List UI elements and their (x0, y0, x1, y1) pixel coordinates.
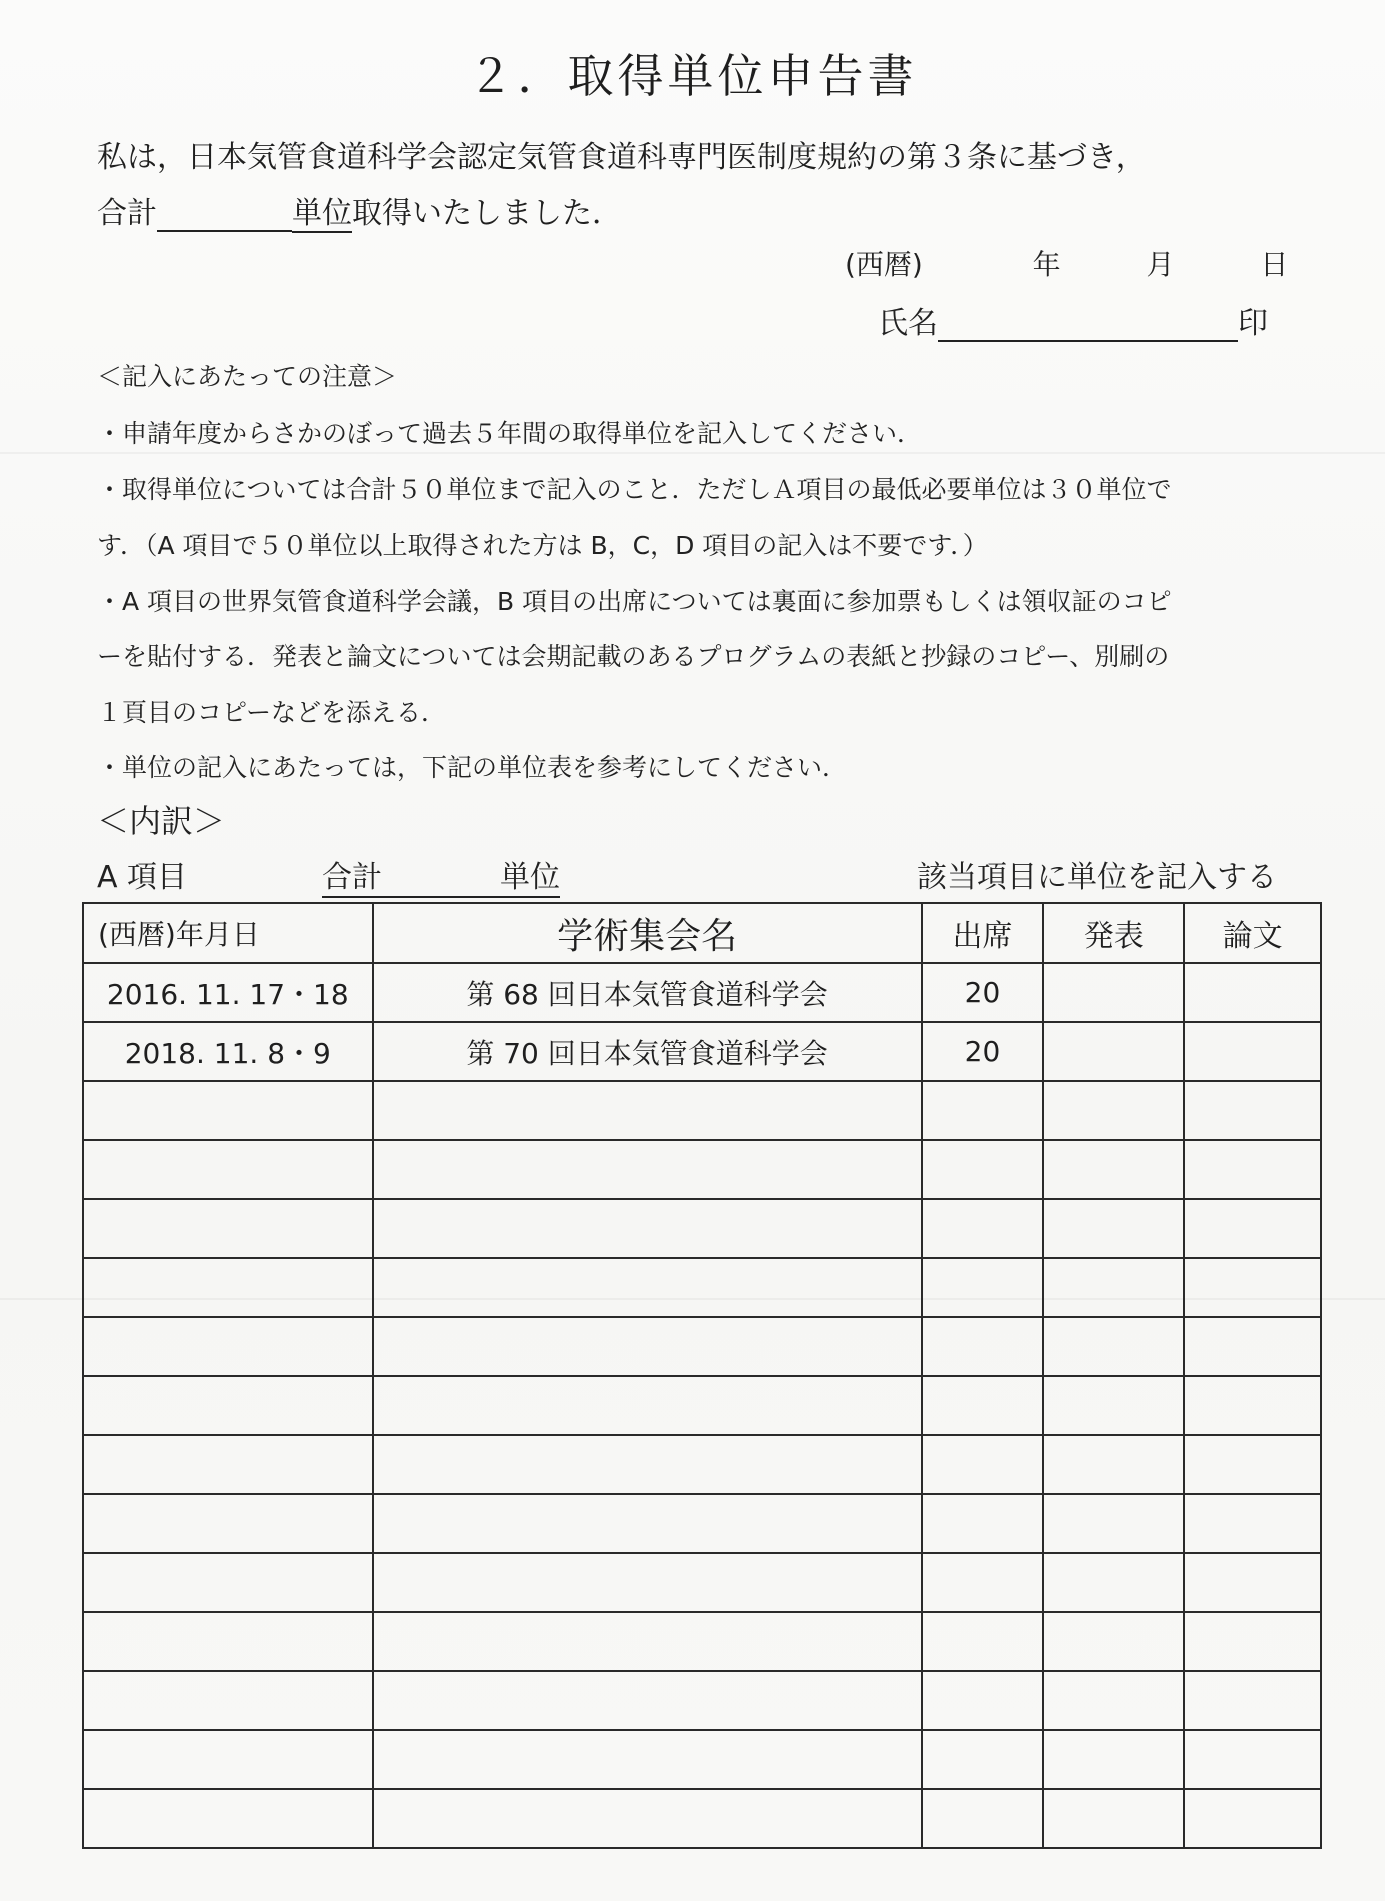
paper-cell[interactable] (1184, 1022, 1321, 1081)
total-units-field[interactable] (157, 199, 292, 233)
table-row (83, 1671, 1321, 1730)
presentation-cell[interactable] (1043, 963, 1184, 1022)
paper-cell[interactable] (1184, 1612, 1321, 1671)
paper-cell[interactable] (1184, 1494, 1321, 1553)
attendance-cell[interactable] (922, 1258, 1044, 1317)
total-label: 合計 (97, 196, 157, 231)
notes-heading: ＜記入にあたっての注意＞ (97, 362, 398, 391)
table-row (83, 1435, 1321, 1494)
presentation-cell[interactable] (1043, 1376, 1184, 1435)
date-row (845, 243, 1288, 283)
table-row (83, 1553, 1321, 1612)
meeting-name-column-header: 学術集会名 (373, 903, 922, 963)
note-line: １頁目のコピーなどを添える． (97, 698, 447, 727)
attendance-cell[interactable] (922, 1671, 1044, 1730)
attendance-cell[interactable] (922, 1730, 1044, 1789)
acquired-text: 取得いたしました． (352, 196, 622, 231)
date-cell[interactable] (83, 1494, 373, 1553)
presentation-cell[interactable] (1043, 1022, 1184, 1081)
attendance-cell[interactable] (922, 1376, 1044, 1435)
date-cell[interactable] (83, 1376, 373, 1435)
presentation-column-header: 発表 (1043, 903, 1184, 963)
year-label: 年 (1032, 248, 1061, 281)
table-row (83, 1258, 1321, 1317)
note-line: ・A 項目の世界気管食道科学会議，B 項目の出席については裏面に参加票もしくは領収証のコピ (97, 587, 1172, 616)
presentation-cell[interactable] (1043, 1199, 1184, 1258)
seal-label: 印 (1238, 306, 1268, 341)
attendance-cell[interactable] (922, 1317, 1044, 1376)
credits-table (82, 902, 1322, 1849)
table-row (83, 1140, 1321, 1199)
date-cell[interactable] (83, 1317, 373, 1376)
table-row (83, 1376, 1321, 1435)
a-item-total[interactable] (322, 852, 560, 898)
meeting-name-cell[interactable] (373, 1671, 922, 1730)
a-unit-label: 単位 (500, 860, 560, 895)
date-cell[interactable] (83, 1140, 373, 1199)
paper-cell[interactable] (1184, 1258, 1321, 1317)
era-label: (西暦) (845, 248, 923, 281)
paper-cell[interactable] (1184, 1376, 1321, 1435)
table-row (83, 1199, 1321, 1258)
meeting-name-cell[interactable] (373, 1553, 922, 1612)
date-cell[interactable]: 2016. 11. 17・18 (83, 963, 373, 1022)
name-label: 氏名 (878, 306, 938, 341)
paper-cell[interactable] (1184, 1671, 1321, 1730)
attendance-column-header: 出席 (922, 903, 1044, 963)
note-line: す．（A 項目で５０単位以上取得された方は B，C，D 項目の記入は不要です．） (97, 531, 988, 560)
name-field[interactable] (938, 309, 1238, 343)
meeting-name-cell[interactable] (373, 1435, 922, 1494)
meeting-name-cell[interactable] (373, 1140, 922, 1199)
presentation-cell[interactable] (1043, 1317, 1184, 1376)
table-row (83, 1789, 1321, 1848)
meeting-name-cell[interactable] (373, 1612, 922, 1671)
month-label: 月 (1146, 248, 1175, 281)
table-row (83, 963, 1321, 1022)
intro-line-2 (97, 188, 622, 232)
attendance-cell[interactable] (922, 1612, 1044, 1671)
presentation-cell[interactable] (1043, 1612, 1184, 1671)
attendance-cell[interactable]: 20 (922, 963, 1044, 1022)
date-cell[interactable] (83, 1081, 373, 1140)
paper-cell[interactable] (1184, 1317, 1321, 1376)
unit-label: 単位 (292, 196, 352, 231)
presentation-cell[interactable] (1043, 1081, 1184, 1140)
table-row (83, 1494, 1321, 1553)
a-total-label: 合計 (322, 860, 382, 895)
presentation-cell[interactable] (1043, 1258, 1184, 1317)
instruction-text: 該当項目に単位を記入する (917, 860, 1277, 895)
presentation-cell[interactable] (1043, 1140, 1184, 1199)
table-body (83, 963, 1321, 1848)
table-row (83, 1022, 1321, 1081)
meeting-name-cell[interactable] (373, 1789, 922, 1848)
date-cell[interactable] (83, 1789, 373, 1848)
presentation-cell[interactable] (1043, 1435, 1184, 1494)
day-label: 日 (1260, 248, 1289, 281)
meeting-name-cell[interactable] (373, 1494, 922, 1553)
table-row (83, 1730, 1321, 1789)
paper-fold (0, 452, 1385, 454)
date-cell[interactable] (83, 1258, 373, 1317)
presentation-cell[interactable] (1043, 1671, 1184, 1730)
presentation-cell[interactable] (1043, 1730, 1184, 1789)
meeting-name-cell[interactable] (373, 1376, 922, 1435)
paper-cell[interactable] (1184, 1199, 1321, 1258)
meeting-name-cell[interactable] (373, 1199, 922, 1258)
date-cell[interactable] (83, 1671, 373, 1730)
meeting-name-cell[interactable] (373, 1317, 922, 1376)
attendance-cell[interactable] (922, 1435, 1044, 1494)
table-row (83, 1081, 1321, 1140)
attendance-cell[interactable] (922, 1199, 1044, 1258)
date-cell[interactable] (83, 1435, 373, 1494)
meeting-name-cell[interactable] (373, 1081, 922, 1140)
attendance-cell[interactable] (922, 1081, 1044, 1140)
paper-column-header: 論文 (1184, 903, 1321, 963)
table-row (83, 1612, 1321, 1671)
attendance-cell[interactable]: 20 (922, 1022, 1044, 1081)
date-cell[interactable] (83, 1199, 373, 1258)
note-line: ・申請年度からさかのぼって過去５年間の取得単位を記入してください． (97, 419, 923, 448)
table-row (83, 1317, 1321, 1376)
note-line: ・単位の記入にあたっては，下記の単位表を参考にしてください． (97, 753, 848, 782)
presentation-cell[interactable] (1043, 1789, 1184, 1848)
paper-cell[interactable] (1184, 963, 1321, 1022)
date-cell[interactable] (83, 1730, 373, 1789)
note-line: ーを貼付する．発表と論文については会期記載のあるプログラムの表紙と抄録のコピー、別刷の (97, 642, 1170, 671)
intro-line-1: 私は，日本気管食道科学会認定気管食道科専門医制度規約の第３条に基づき， (97, 140, 1146, 175)
attendance-cell[interactable] (922, 1140, 1044, 1199)
paper-cell[interactable] (1184, 1789, 1321, 1848)
attendance-cell[interactable] (922, 1553, 1044, 1612)
meeting-name-cell[interactable]: 第 68 回日本気管食道科学会 (373, 963, 922, 1022)
paper-cell[interactable] (1184, 1553, 1321, 1612)
a-item-row (97, 852, 1277, 896)
signature-row (878, 298, 1268, 342)
date-column-header: (西暦)年月日 (83, 903, 373, 963)
paper-cell[interactable] (1184, 1140, 1321, 1199)
date-cell[interactable]: 2018. 11. 8・9 (83, 1022, 373, 1081)
breakdown-heading: ＜内訳＞ (97, 802, 226, 840)
document-title: ２．取得単位申告書 (467, 49, 918, 103)
meeting-name-cell[interactable]: 第 70 回日本気管食道科学会 (373, 1022, 922, 1081)
meeting-name-cell[interactable] (373, 1730, 922, 1789)
table-header-row (83, 903, 1321, 963)
a-item-label: A 項目 (97, 860, 188, 895)
presentation-cell[interactable] (1043, 1553, 1184, 1612)
meeting-name-cell[interactable] (373, 1258, 922, 1317)
paper-cell[interactable] (1184, 1081, 1321, 1140)
note-line: ・取得単位については合計５０単位まで記入のこと．ただしＡ項目の最低必要単位は３０単位で (97, 475, 1172, 504)
attendance-cell[interactable] (922, 1494, 1044, 1553)
date-cell[interactable] (83, 1553, 373, 1612)
date-cell[interactable] (83, 1612, 373, 1671)
paper-cell[interactable] (1184, 1435, 1321, 1494)
attendance-cell[interactable] (922, 1789, 1044, 1848)
presentation-cell[interactable] (1043, 1494, 1184, 1553)
paper-cell[interactable] (1184, 1730, 1321, 1789)
